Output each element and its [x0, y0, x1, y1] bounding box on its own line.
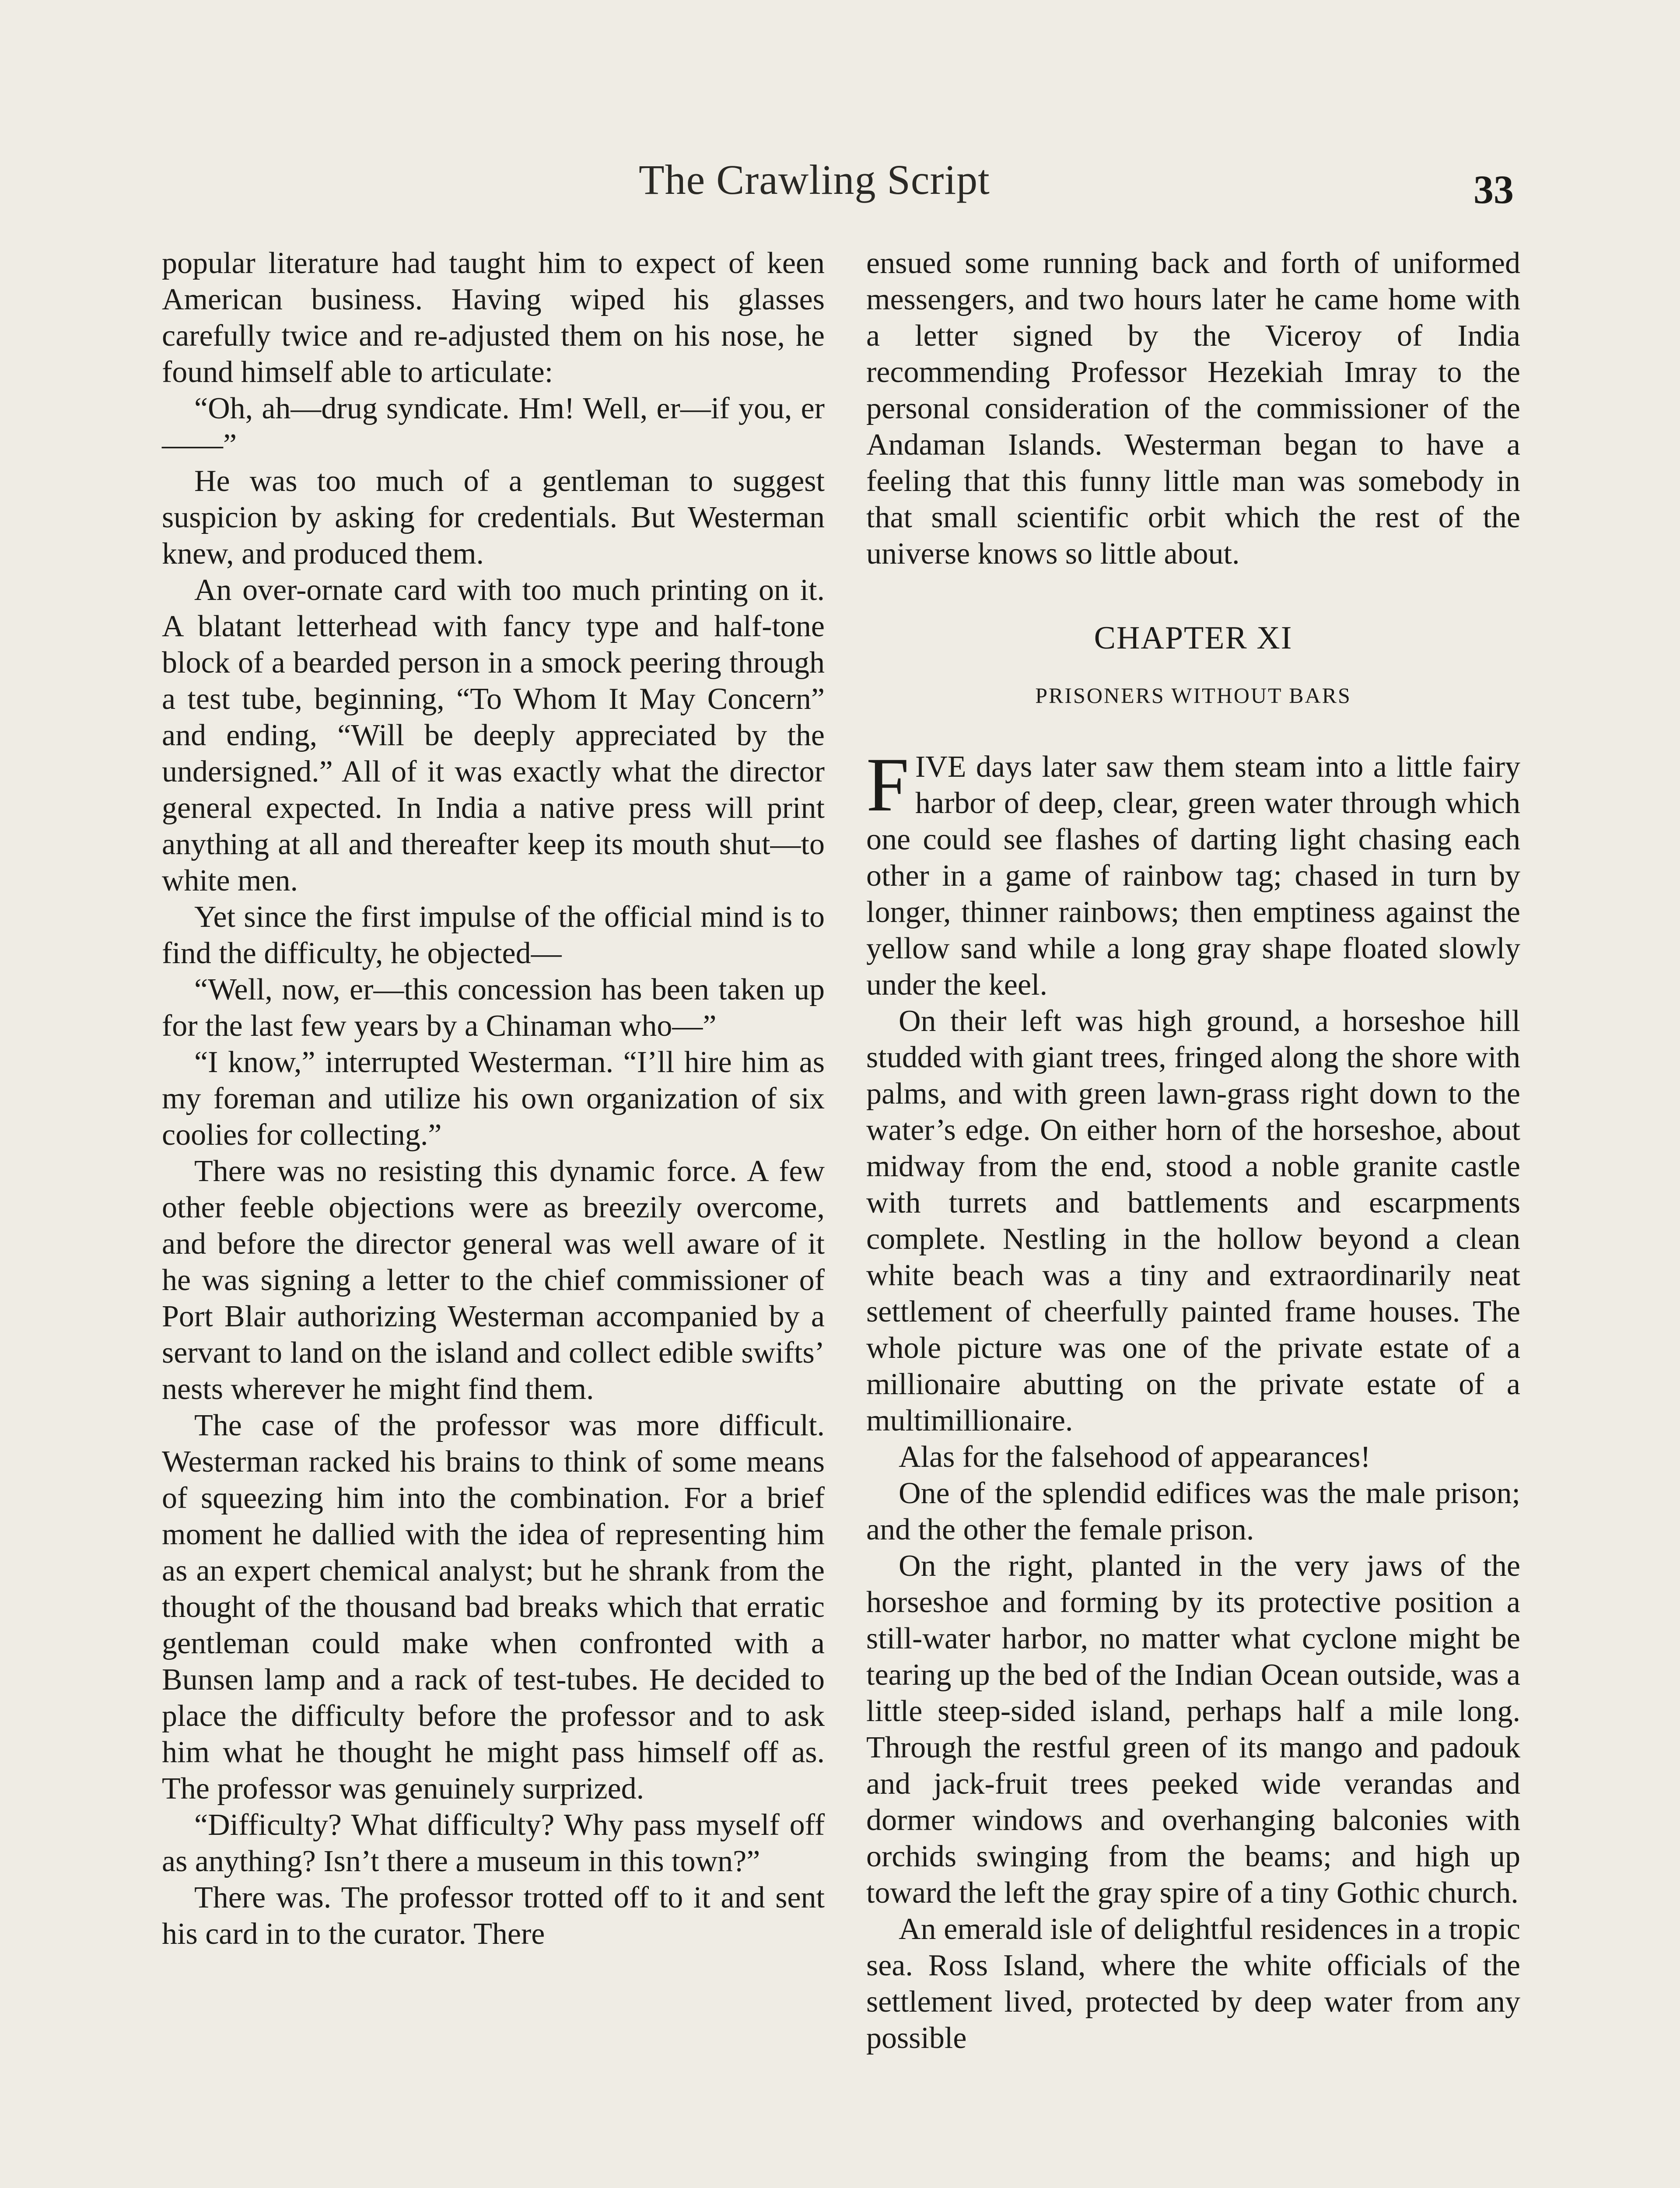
running-title: The Crawling Script	[639, 156, 990, 203]
paragraph: On their left was high ground, a horseshoe hill studded with giant trees, fringed along the shore with palms, and with green lawn-grass right down to the water’s edge. On either horn of the horseshoe, about midway from the end, stood a noble granite castle with turrets and battlements and escarpments complete. Nestling in the hollow beyond a clean white beach was a tiny and extraordinarily neat settlement of cheerfully painted frame houses. The whole picture was one of the private estate of a millionaire abutting on the private estate of a multimillionaire.	[866, 1004, 1520, 1438]
paragraph: “Well, now, er—this concession has been taken up for the last few years by a Chinaman who—”	[162, 973, 825, 1043]
paragraph: He was too much of a gentleman to suggest suspicion by asking for credentials. But Westerman knew, and produced them.	[162, 464, 825, 571]
left-column	[162, 245, 825, 1952]
paragraph: One of the splendid edifices was the male prison; and the other the female prison.	[866, 1476, 1520, 1546]
paragraph: popular literature had taught him to expect of keen American business. Having wiped his glasses carefully twice and re-adjusted them on his nose, he found himself able to articulate:	[162, 246, 825, 389]
chapter-subtitle: PRISONERS WITHOUT BARS	[1035, 683, 1351, 708]
first-paragraph-text: IVE days later saw them steam into a little fairy harbor of deep, clear, green water through which one could see flashes of darting light chasing each other in a game of rainbow tag; chased in turn by longer, thinner rainbows; then emptiness against the yellow sand while a long gray shape floated slowly under the keel.	[866, 750, 1520, 1002]
paragraph: An over-ornate card with too much printing on it. A blatant letterhead with fancy type and half-tone block of a bearded person in a smock peering through a test tube, beginning, “To Whom It May Concern” and ending, “Will be deeply appreciated by the undersigned.” All of it was exactly what the director general expected. In India a native press will print anything at all and thereafter keep its mouth shut—to white men.	[162, 573, 825, 898]
paragraph: “I know,” interrupted Westerman. “I’ll hire him as my foreman and utilize his own organization of six coolies for collecting.”	[162, 1045, 825, 1152]
paragraph: Alas for the falsehood of appearances!	[899, 1440, 1371, 1474]
paragraph: “Difficulty? What difficulty? Why pass myself off as anything? Isn’t there a museum in this town?”	[162, 1808, 825, 1878]
chapter-heading: CHAPTER XI	[1094, 620, 1293, 656]
paragraph: There was no resisting this dynamic force. A few other feeble objections were as breezily overcome, and before the director general was well aware of it he was signing a letter to the chief commissioner of Port Blair authorizing Westerman accompanied by a servant to land on the island and collect edible swifts’ nests wherever he might find them.	[162, 1154, 825, 1406]
paragraph: On the right, planted in the very jaws of the horseshoe and forming by its protective position a still-water harbor, no matter what cyclone might be tearing up the bed of the Indian Ocean outside, was a little steep-sided island, perhaps half a mile long. Through the restful green of its mango and padouk and jack-fruit trees peeked wide verandas and dormer windows and overhanging balconies with orchids swinging from the beams; and high up toward the left the gray spire of a tiny Gothic church.	[866, 1549, 1520, 1910]
page-number: 33	[1474, 167, 1514, 212]
chapter-first-paragraph	[866, 742, 1520, 1003]
right-column	[866, 245, 1520, 2056]
drop-cap: F	[866, 742, 909, 828]
paragraph: “Oh, ah—drug syndicate. Hm! Well, er—if you, er——”	[162, 392, 825, 462]
paragraph: Yet since the first impulse of the official mind is to find the difficulty, he objected—	[162, 900, 825, 970]
paragraph: There was. The professor trotted off to it and sent his card in to the curator. There	[162, 1881, 825, 1951]
paragraph: An emerald isle of delightful residences in a tropic sea. Ross Island, where the white officials of the settlement lived, protected by deep water from any possible	[866, 1912, 1520, 2055]
paragraph: The case of the professor was more difficult. Westerman racked his brains to think of some means of squeezing him into the combination. For a brief moment he dallied with the idea of representing him as an expert chemical analyst; but he shrank from the thought of the thousand bad breaks which that erratic gentleman could make when confronted with a Bunsen lamp and a rack of test-tubes. He decided to place the difficulty before the professor and to ask him what he thought he might pass himself off as. The professor was genuinely surprized.	[162, 1409, 825, 1806]
paragraph: ensued some running back and forth of uniformed messengers, and two hours later he came home with a letter signed by the Viceroy of India recommending Professor Hezekiah Imray to the personal consideration of the commissioner of the Andaman Islands. Westerman began to have a feeling that this funny little man was somebody in that small scientific orbit which the rest of the universe knows so little about.	[866, 246, 1520, 571]
